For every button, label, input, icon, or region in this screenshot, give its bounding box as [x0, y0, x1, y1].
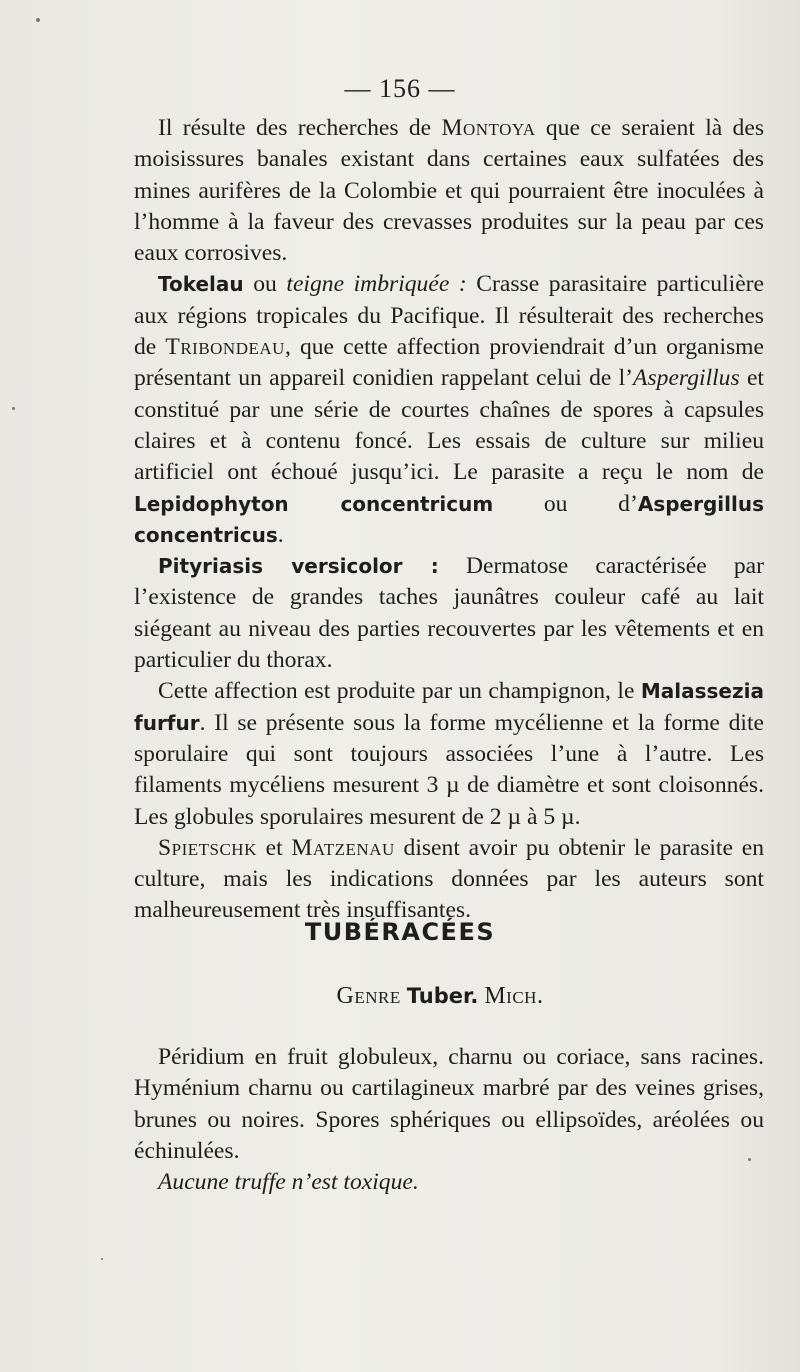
paragraph-montoya [134, 113, 764, 269]
paragraph-description: Péridium en fruit globuleux, charnu ou coriace, sans racines. Hyménium charnu ou cartilagineux marbré par des veines grises, brunes ou noires. Spores sphériques ou ellipsoïdes, aréolées ou échinulées. [134, 1044, 764, 1164]
text: Il résulte des recherches de [158, 115, 442, 141]
genus-authority: Mich. [484, 983, 544, 1009]
author-name: Tribondeau [165, 334, 285, 361]
species-name: Malassezia furfur [134, 679, 764, 735]
paragraph-tokelau [134, 269, 764, 551]
author-name: Matzenau [291, 834, 395, 861]
synonym: teigne imbriquée : [286, 271, 467, 298]
paper-speck [101, 1258, 103, 1260]
text: ou [243, 271, 287, 298]
genus-label: Genre [336, 983, 401, 1009]
genus-name: Aspergillus [633, 365, 740, 392]
page-number: — 156 — [344, 74, 456, 103]
paragraph-conclusion: Aucune truffe n’est toxique. [158, 1169, 419, 1196]
species-name: Lepidophyton concentricum [134, 491, 494, 516]
text: Dermatose caractérisée par l’existence de grandes taches jaunâtres couleur café au lait siégeant au niveau des parties recouvertes par les vêtements et en particulier du thorax. [134, 553, 764, 674]
text: que ce seraient là des moisissures banales existant dans certaines eaux sulfatées des mines aurifères de la Colombie et qui pourraient être inoculées à l’homme à la faveur des crevasses produites sur la peau par ces eaux corrosives. [134, 115, 764, 267]
paragraph-pityriasis [134, 551, 764, 676]
text: Crasse parasitaire particulière aux régions tropicales du Pacifique. Il résulterait des recherches de [134, 271, 765, 361]
text: et constitué par une série de courtes chaînes de spores à capsules claires et à contenu foncé. Les essais de culture sur milieu artificiel ont échoué jusqu’ici. Le parasite a reçu le nom de [134, 365, 764, 486]
genus-name: Tuber. [406, 984, 479, 1008]
text: Cette affection est produite par un champignon, le [158, 678, 641, 705]
text: et [256, 834, 292, 861]
genus-heading [0, 983, 800, 1010]
author-name: Spietschk [158, 834, 257, 861]
text: , que cette affection proviendrait d’un organisme présentant un appareil conidien rappelant celui de l’ [134, 334, 765, 392]
author-name: Montoya [441, 115, 536, 141]
text: disent avoir pu obtenir le parasite en culture, mais les indications données par les auteurs sont malheureusement très insuffisantes. [134, 834, 764, 924]
text: . Il se présente sous la forme mycélienne et la forme dite sporulaire qui sont toujours associées l’une à l’autre. Les filaments mycéliens mesurent 3 µ de diamètre et sont cloisonnés. Les globules sporulaires mesurent de 2 µ à 5 µ. [134, 709, 764, 830]
body-text-upper [134, 113, 764, 927]
paragraph-malassezia [134, 676, 764, 832]
body-text-lower [134, 1042, 764, 1198]
paper-speck [12, 407, 15, 410]
section-title: TUBÉRACÉES [304, 918, 496, 946]
species-name: Aspergillus concentricus [134, 491, 764, 547]
text: . [277, 521, 284, 548]
paragraph-culture [134, 833, 764, 927]
text: ou d’ [493, 490, 638, 517]
term-pityriasis: Pityriasis versicolor : [158, 554, 439, 579]
paper-speck [748, 1158, 751, 1161]
term-tokelau: Tokelau [158, 272, 244, 297]
paper-speck [36, 18, 40, 22]
